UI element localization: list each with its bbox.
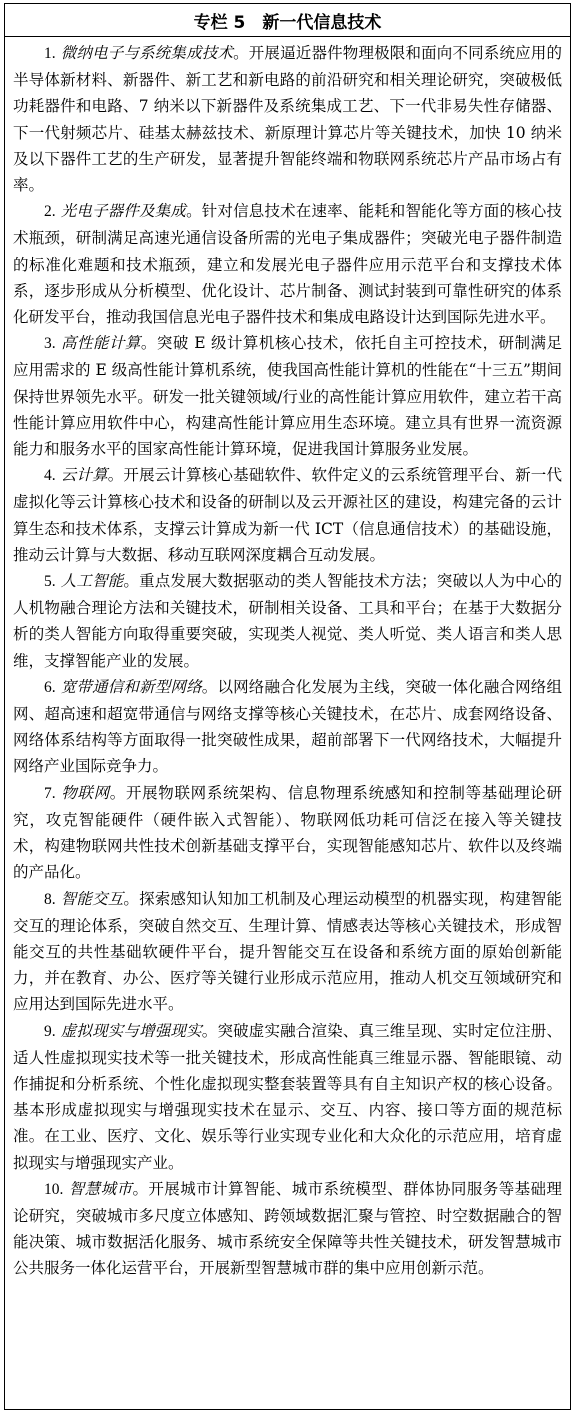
item-text: 探索感知认知加工机制及心理运动模型的机器实现，构建智能交互的理论体系，突破自然交互、生理计算、情感表达等核心关键技术，形成智能交互的共性基础软硬件平台，提升智能交互在设备和系统方面的原始创新能力，并在教育、办公、医疗等关键行业形成示范应用，推动人机交互领域研究和应用达到国际先进水平。 xyxy=(13,889,562,1014)
list-item-hpc: 3. 高性能计算。突破 E 级计算机核心技术，依托自主可控技术，研制满足应用需求的 E 级高性能计算机系统，使我国高性能计算机的性能在“十三五”期间保持世界领先水平。研发一批关键领域/行业的高性能计算应用软件，建立若干高性能计算应用软件中心，构建高性能计算应用生态环境。建立具有世界一流资源能力和服务水平的国家高性能计算环境，促进我国计算服务业发展。 xyxy=(13,334,562,459)
item-number: 9. xyxy=(44,1022,56,1040)
list-item-vr-ar: 9. 虚拟现实与增强现实。突破虚实融合渲染、真三维呈现、实时定位注册、适人性虚拟现实技术等一批关键技术，形成高性能真三维显示器、智能眼镜、动作捕捉和分析系统、个性化虚拟现实整套装置等具有自主知识产权的核心设备。基本形成虚拟现实与增强现实技术在显示、交互、内容、接口等方面的规范标准。在工业、医疗、文化、娱乐等行业实现专业化和大众化的示范应用，培育虚拟现实与增强现实产业。 xyxy=(13,1021,562,1172)
item-heading: 智慧城市 xyxy=(68,1179,133,1198)
item-heading: 虚拟现实与增强现实 xyxy=(60,1021,202,1040)
item-text: 突破 E 级计算机核心技术，依托自主可控技术，研制满足应用需求的 E 级高性能计算机系统，使我国高性能计算机的性能在“十三五”期间保持世界领先水平。研发一批关键领域/行业的高性能计算应用软件，建立若干高性能计算应用软件中心，构建高性能计算应用生态环境。建立具有世界一流资源能力和服务水平的国家高性能计算环境，促进我国计算服务业发展。 xyxy=(13,334,562,459)
item-heading: 微纳电子与系统集成技术 xyxy=(60,44,234,62)
item-number: 5. xyxy=(44,573,56,591)
item-number: 3. xyxy=(44,335,56,353)
item-heading: 智能交互 xyxy=(60,889,124,908)
list-item-optoelectronics: 2. 光电子器件及集成。针对信息技术在速率、能耗和智能化等方面的核心技术瓶颈，研制满足高速光通信设备所需的光电子集成器件；突破光电子器件制造的标准化难题和技术瓶颈，建立和发展光电子器件应用示范平台和支撑技术体系，逐步形成从分析模型、优化设计、芯片制备、测试封装到可靠性研究的体系化研发平台，推动我国信息光电子器件技术和集成电路设计达到国际先进水平。 xyxy=(13,202,562,327)
item-text: 开展城市计算智能、城市系统模型、群体协同服务等基础理论研究，突破城市多尺度立体感知、跨领域数据汇聚与管控、时空数据融合的智能决策、城市数据活化服务、城市系统安全保障等共性关键技术，研发智慧城市公共服务一体化运营平台，开展新型智慧城市群的集中应用创新示范。 xyxy=(13,1179,562,1278)
list-item-ai: 5. 人工智能。重点发展大数据驱动的类人智能技术方法；突破以人为中心的人机物融合理论方法和关键技术，研制相关设备、工具和平台；在基于大数据分析的类人智能方向取得重要突破，实现类人视觉、类人听觉、类人语言和类人思维，支撑智能产业的发展。 xyxy=(13,572,562,670)
list-item-broadband: 6. 宽带通信和新型网络。以网络融合化发展为主线，突破一体化融合网络组网、超高速和超宽带通信与网络支撑等核心关键技术，在芯片、成套网络设备、网络体系结构等方面取得一批突破性成果，超前部署下一代网络技术，大幅提升网络产业国际竞争力。 xyxy=(13,677,562,776)
item-heading: 物联网 xyxy=(61,783,110,802)
item-number: 2. xyxy=(44,203,56,221)
item-heading: 云计算 xyxy=(60,466,108,485)
column-body xyxy=(4,36,571,1410)
item-text: 开展物联网系统架构、信息物理系统感知和控制等基础理论研究，攻克智能硬件（硬件嵌入式智能）、物联网低功耗可信泛在接入等关键技术，构建物联网共性技术创新基础支撑平台，实现智能感知芯片、软件以及终端的产品化。 xyxy=(13,783,562,882)
item-number: 7. xyxy=(44,784,56,802)
list-item-microelectronics: 1. 微纳电子与系统集成技术。开展逼近器件物理极限和面向不同系统应用的半导体新材料、新器件、新工艺和新电路的前沿研究和相关理论研究，突破极低功耗器件和电路、7 纳米以下新器件及系统集成工艺、下一代非易失性存储器、下一代射频芯片、硅基太赫兹技术、新原理计算芯片等关键技术，加快 10 纳米及以下器件工艺的生产研发，显著提升智能终端和物联网系统芯片产品市场占有率。 xyxy=(13,44,562,195)
list-item-iot: 7. 物联网。开展物联网系统架构、信息物理系统感知和控制等基础理论研究，攻克智能硬件（硬件嵌入式智能）、物联网低功耗可信泛在接入等关键技术，构建物联网共性技术创新基础支撑平台，实现智能感知芯片、软件以及终端的产品化。 xyxy=(13,783,562,882)
item-text: 开展逼近器件物理极限和面向不同系统应用的半导体新材料、新器件、新工艺和新电路的前沿研究和相关理论研究，突破极低功耗器件和电路、7 纳米以下新器件及系统集成工艺、下一代非易失性存储器、下一代射频芯片、硅基太赫兹技术、新原理计算芯片等关键技术，加快 10 纳米及以下器件工艺的生产研发，显著提升智能终端和物联网系统芯片产品市场占有率。 xyxy=(13,44,562,195)
item-number: 1. xyxy=(44,45,56,62)
column-title: 专栏 5 新一代信息技术 xyxy=(4,3,571,37)
item-text: 针对信息技术在速率、能耗和智能化等方面的核心技术瓶颈，研制满足高速光通信设备所需的光电子集成器件；突破光电子器件制造的标准化难题和技术瓶颈，建立和发展光电子器件应用示范平台和支撑技术体系，逐步形成从分析模型、优化设计、芯片制备、测试封装到可靠性研究的体系化研发平台，推动我国信息光电子器件技术和集成电路设计达到国际先进水平。 xyxy=(13,202,562,327)
list-item-cloud: 4. 云计算。开展云计算核心基础软件、软件定义的云系统管理平台、新一代虚拟化等云计算核心技术和设备的研制以及云开源社区的建设，构建完备的云计算生态和技术体系，支撑云计算成为新一代 ICT（信息通信技术）的基础设施，推动云计算与大数据、移动互联网深度耦合互动发展。 xyxy=(13,466,562,564)
item-text: 开展云计算核心基础软件、软件定义的云系统管理平台、新一代虚拟化等云计算核心技术和设备的研制以及云开源社区的建设，构建完备的云计算生态和技术体系，支撑云计算成为新一代 ICT（信息通信技术）的基础设施，推动云计算与大数据、移动互联网深度耦合互动发展。 xyxy=(13,466,562,564)
item-number: 10. xyxy=(44,1180,64,1198)
list-item-interaction: 8. 智能交互。探索感知认知加工机制及心理运动模型的机器实现，构建智能交互的理论体系，突破自然交互、生理计算、情感表达等核心关键技术，形成智能交互的共性基础软硬件平台，提升智能交互在设备和系统方面的原始创新能力，并在教育、办公、医疗等关键行业形成示范应用，推动人机交互领域研究和应用达到国际先进水平。 xyxy=(13,889,562,1014)
item-heading: 光电子器件及集成 xyxy=(60,202,187,221)
item-number: 8. xyxy=(44,890,56,908)
item-text: 突破虚实融合渲染、真三维呈现、实时定位注册、适人性虚拟现实技术等一批关键技术，形成高性能真三维显示器、智能眼镜、动作捕捉和分析系统、个性化虚拟现实整套装置等具有自主知识产权的核心设备。基本形成虚拟现实与增强现实技术在显示、交互、内容、接口等方面的规范标准。在工业、医疗、文化、娱乐等行业实现专业化和大众化的示范应用，培育虚拟现实与增强现实产业。 xyxy=(13,1021,562,1172)
item-heading: 宽带通信和新型网络 xyxy=(60,677,202,696)
item-text: 重点发展大数据驱动的类人智能技术方法；突破以人为中心的人机物融合理论方法和关键技术，研制相关设备、工具和平台；在基于大数据分析的类人智能方向取得重要突破，实现类人视觉、类人听觉、类人语言和类人思维，支撑智能产业的发展。 xyxy=(13,572,562,670)
item-heading: 人工智能 xyxy=(60,572,124,591)
item-number: 4. xyxy=(44,467,56,485)
item-heading: 高性能计算 xyxy=(61,334,141,353)
item-number: 6. xyxy=(44,678,56,696)
list-item-smart-city: 10. 智慧城市。开展城市计算智能、城市系统模型、群体协同服务等基础理论研究，突破城市多尺度立体感知、跨领域数据汇聚与管控、时空数据融合的智能决策、城市数据活化服务、城市系统安全保障等共性关键技术，研发智慧城市公共服务一体化运营平台，开展新型智慧城市群的集中应用创新示范。 xyxy=(13,1179,562,1278)
item-text: 以网络融合化发展为主线，突破一体化融合网络组网、超高速和超宽带通信与网络支撑等核心关键技术，在芯片、成套网络设备、网络体系结构等方面取得一批突破性成果，超前部署下一代网络技术，大幅提升网络产业国际竞争力。 xyxy=(13,677,562,776)
